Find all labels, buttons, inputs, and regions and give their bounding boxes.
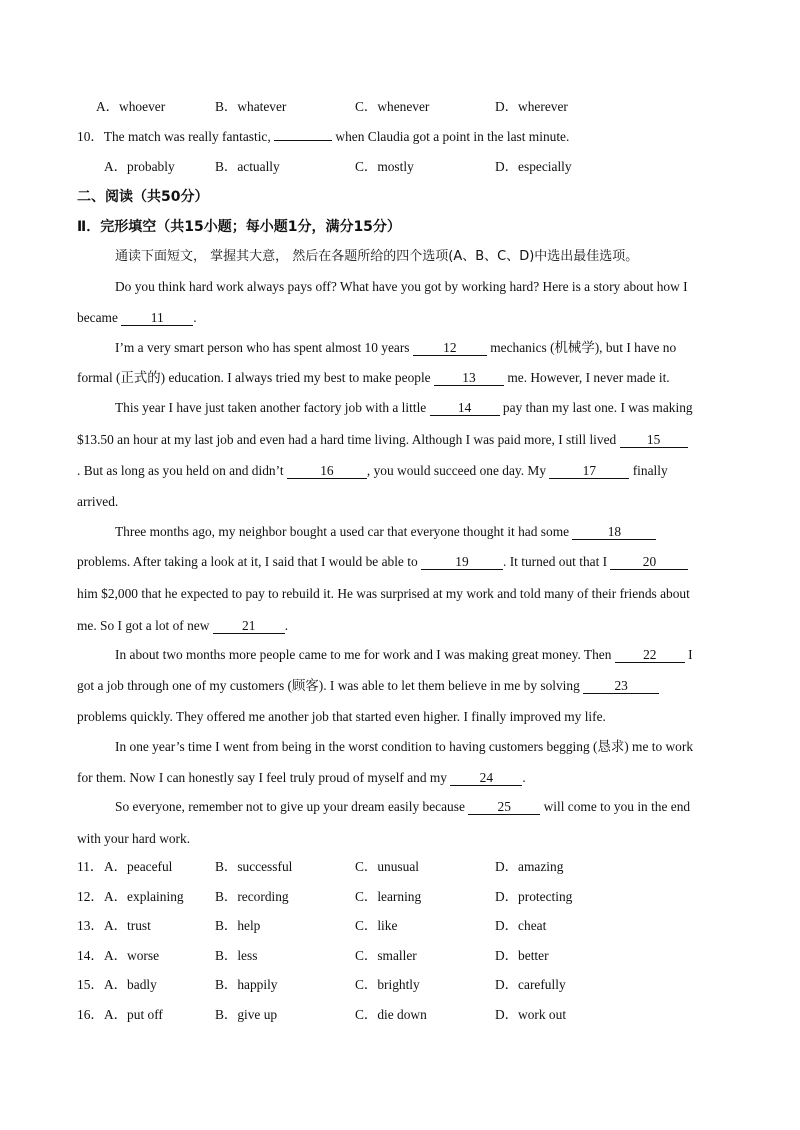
passage-p5-line3: problems quickly. They offered me another job that started even higher. I finally improved my life. bbox=[77, 709, 606, 724]
section2-subtitle: Ⅱ．完形填空（共15小题；每小题1分，满分15分） bbox=[77, 219, 401, 235]
q9-option-d: D．wherever bbox=[495, 99, 568, 114]
question-14 bbox=[0, 946, 800, 966]
question-number: 13． bbox=[77, 918, 104, 933]
question-number: 16． bbox=[77, 1007, 104, 1022]
blank-16: 16 bbox=[287, 463, 367, 479]
option-a: A．worse bbox=[104, 948, 160, 963]
passage-p2-line2: formal (正式的) education. I always tried my best to make people 13 me. However, I never made it. bbox=[77, 370, 670, 385]
option-c: C．learning bbox=[355, 889, 422, 904]
option-b: B．less bbox=[215, 948, 258, 963]
blank-21: 21 bbox=[213, 618, 285, 634]
question-number: 15． bbox=[77, 977, 104, 992]
q10-option-c: C．mostly bbox=[355, 159, 414, 174]
question-number: 14． bbox=[77, 948, 104, 963]
question-12 bbox=[0, 887, 800, 907]
q9-option-b: B．whatever bbox=[215, 99, 287, 114]
option-d: D．carefully bbox=[495, 977, 566, 992]
question-16 bbox=[0, 1005, 800, 1025]
option-d: D．amazing bbox=[495, 859, 564, 874]
blank-17: 17 bbox=[549, 463, 629, 479]
q10-stem: 10．The match was really fantastic, when Claudia got a point in the last minute. bbox=[77, 129, 570, 144]
option-d: D．work out bbox=[495, 1007, 567, 1022]
section2-title: 二、阅读（共50分） bbox=[77, 189, 209, 205]
blank-12: 12 bbox=[413, 340, 487, 356]
passage-p4-line4: me. So I got a lot of new 21 . bbox=[77, 618, 289, 633]
option-b: B．recording bbox=[215, 889, 289, 904]
option-c: C．like bbox=[355, 918, 398, 933]
blank-15: 15 bbox=[620, 432, 688, 448]
passage-p2-line1: I’m a very smart person who has spent almost 10 years 12 mechanics (机械学), but I have no bbox=[115, 340, 677, 355]
blank-18: 18 bbox=[572, 524, 656, 540]
q9-option-c: C．whenever bbox=[355, 99, 430, 114]
q10-blank bbox=[274, 140, 332, 141]
passage-p7-line2: with your hard work. bbox=[77, 831, 191, 846]
option-a: A．trust bbox=[104, 918, 151, 933]
option-a: A．put off bbox=[104, 1007, 163, 1022]
passage-p1-line1: Do you think hard work always pays off? What have you got by working hard? Here is a story about how I bbox=[115, 279, 688, 294]
option-d: D．protecting bbox=[495, 889, 573, 904]
question-11 bbox=[0, 857, 800, 877]
option-d: D．cheat bbox=[495, 918, 547, 933]
passage-p4-line1: Three months ago, my neighbor bought a used car that everyone thought it had some 18 bbox=[115, 522, 656, 542]
option-c: C．smaller bbox=[355, 948, 417, 963]
passage-p6-line2: for them. Now I can honestly say I feel truly proud of myself and my 24 . bbox=[77, 770, 526, 785]
option-a: A．explaining bbox=[104, 889, 184, 904]
option-b: B．give up bbox=[215, 1007, 278, 1022]
q9-option-a: A．whoever bbox=[96, 99, 166, 114]
option-c: C．brightly bbox=[355, 977, 420, 992]
passage-p3-line1: This year I have just taken another factory job with a little 14 pay than my last one. I was making bbox=[115, 400, 693, 415]
blank-25: 25 bbox=[468, 799, 540, 815]
passage-p7-line1: So everyone, remember not to give up your dream easily because 25 will come to you in the end bbox=[115, 799, 691, 814]
passage-p4-line3: him $2,000 that he expected to pay to rebuild it. He was surprised at my work and told many of their friends about bbox=[77, 586, 690, 601]
blank-20: 20 bbox=[610, 554, 688, 570]
question-number: 11． bbox=[77, 859, 104, 874]
passage-p3-line3: . But as long as you held on and didn’t 16 , you would succeed one day. My 17 finally bbox=[77, 463, 668, 478]
option-c: C．die down bbox=[355, 1007, 427, 1022]
blank-14: 14 bbox=[430, 400, 500, 416]
option-b: B．help bbox=[215, 918, 261, 933]
blank-24: 24 bbox=[450, 770, 522, 786]
q10-option-b: B．actually bbox=[215, 159, 280, 174]
option-c: C．unusual bbox=[355, 859, 419, 874]
passage-p5-line1: In about two months more people came to me for work and I was making great money. Then 22 I bbox=[115, 647, 693, 662]
option-b: B．happily bbox=[215, 977, 278, 992]
passage-p1-line2: became 11 . bbox=[77, 310, 197, 325]
q10-option-a: A．probably bbox=[104, 159, 175, 174]
question-13 bbox=[0, 916, 800, 936]
blank-13: 13 bbox=[434, 370, 504, 386]
option-a: A．badly bbox=[104, 977, 157, 992]
question-number: 12． bbox=[77, 889, 104, 904]
question-15 bbox=[0, 975, 800, 995]
option-a: A．peaceful bbox=[104, 859, 173, 874]
blank-23: 23 bbox=[583, 678, 659, 694]
q9-options bbox=[0, 97, 800, 117]
passage-p4-line2: problems. After taking a look at it, I said that I would be able to 19 . It turned out that I 20 bbox=[77, 552, 688, 572]
blank-22: 22 bbox=[615, 647, 685, 663]
q10-option-d: D．especially bbox=[495, 159, 572, 174]
blank-19: 19 bbox=[421, 554, 503, 570]
passage-p3-line2: $13.50 an hour at my last job and even had a hard time living. Although I was paid more, I still lived 15 bbox=[77, 430, 688, 450]
q10-options bbox=[0, 157, 800, 177]
option-d: D．better bbox=[495, 948, 549, 963]
passage-p5-line2: got a job through one of my customers (顾客). I was able to let them believe in me by solving 23 bbox=[77, 676, 659, 696]
instruction: 通读下面短文， 掌握其大意， 然后在各题所给的四个选项(A、B、C、D)中选出最佳选项。 bbox=[115, 249, 639, 264]
blank-11: 11 bbox=[121, 310, 193, 326]
passage-p6-line1: In one year’s time I went from being in the worst condition to having customers begging (恳求) me to work bbox=[115, 739, 694, 754]
passage-p3-line4: arrived. bbox=[77, 494, 119, 509]
option-b: B．successful bbox=[215, 859, 293, 874]
